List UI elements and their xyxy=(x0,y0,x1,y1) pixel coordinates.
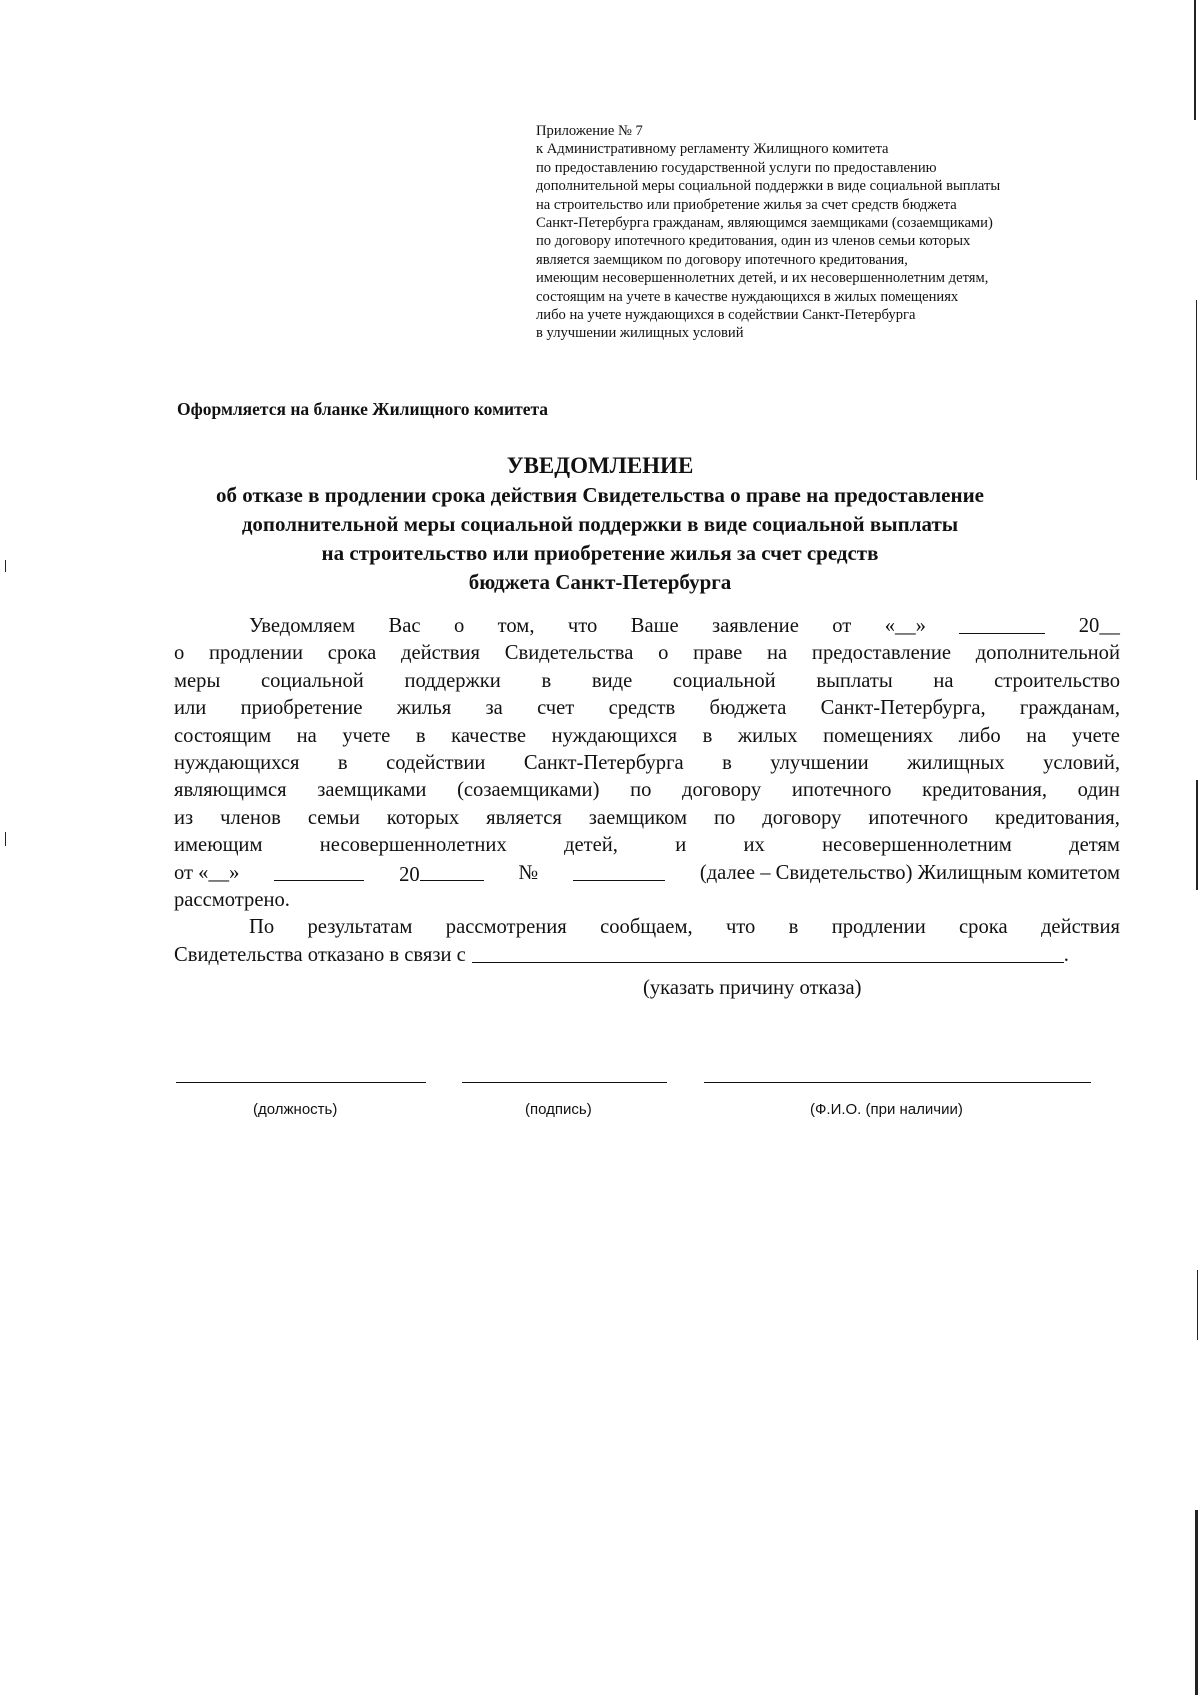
word: жилья xyxy=(396,697,452,720)
word: том, xyxy=(497,615,535,637)
scan-edge-mark xyxy=(5,560,6,572)
word: меры xyxy=(174,669,221,692)
word: семьи xyxy=(307,806,360,829)
word: заемщиками xyxy=(317,779,427,802)
appendix-line: в улучшении жилищных условий xyxy=(536,325,744,342)
appendix-line: к Административному регламенту Жилищного комитета xyxy=(536,141,889,158)
word: от xyxy=(832,615,852,637)
refusal-reason-blank xyxy=(472,942,1064,963)
body-line-4 xyxy=(174,695,1120,722)
certificate-month-blank xyxy=(274,860,364,881)
word: что xyxy=(567,615,598,637)
date-day-field: «__» xyxy=(884,615,926,637)
scan-edge-mark xyxy=(1196,780,1198,890)
word: на xyxy=(767,642,788,665)
word: условий, xyxy=(1043,751,1120,774)
word: Вас xyxy=(388,615,421,637)
certificate-year-prefix: 20 xyxy=(399,863,420,886)
word: которых xyxy=(386,806,460,829)
appendix-line: имеющим несовершеннолетних детей, и их несовершеннолетним детям, xyxy=(536,270,989,287)
word: жилищных xyxy=(907,751,1005,774)
word: один xyxy=(1077,779,1120,802)
word: (созаемщиками) xyxy=(457,779,600,802)
word: улучшении xyxy=(770,751,869,774)
word: по xyxy=(630,779,652,802)
word: о xyxy=(174,642,185,665)
appendix-line: Приложение № 7 xyxy=(536,123,643,139)
word: счет xyxy=(537,697,575,720)
word: их xyxy=(743,834,765,857)
body-line-10-rest: (далее – Свидетельство) Жилищным комитетом xyxy=(699,861,1120,884)
word: рассмотрения xyxy=(445,916,567,939)
refusal-reason-period: . xyxy=(1063,943,1069,966)
subtitle-line: дополнительной меры социальной поддержки в виде социальной выплаты xyxy=(241,512,959,536)
signature-line xyxy=(462,1082,667,1083)
word: Ваше xyxy=(630,615,679,637)
word: содействии xyxy=(386,751,486,774)
date-year-field: 20__ xyxy=(1078,615,1120,637)
appendix-line: состоящим на учете в качестве нуждающихся в жилых помещениях xyxy=(536,288,959,305)
appendix-header xyxy=(536,122,1136,343)
position-signature-line xyxy=(176,1082,426,1083)
body-line-9 xyxy=(174,832,1120,859)
word: Уведомляем xyxy=(249,615,356,637)
word: праве xyxy=(693,642,743,665)
word: детям xyxy=(1069,834,1120,857)
word: сообщаем, xyxy=(600,916,693,939)
notice-subtitle xyxy=(150,481,1050,597)
body-line-13 xyxy=(174,942,1120,969)
word: действия xyxy=(401,642,481,665)
word: результатам xyxy=(307,916,413,939)
body-line-2 xyxy=(174,640,1120,667)
word: Свидетельства xyxy=(504,642,634,665)
certificate-year-blank xyxy=(420,860,484,881)
scan-edge-mark xyxy=(1194,0,1196,120)
word: социальной xyxy=(260,669,364,692)
word: договору xyxy=(762,806,842,829)
word: на xyxy=(933,669,954,692)
word: что xyxy=(725,916,756,939)
word: заемщиком xyxy=(588,806,688,829)
word: По xyxy=(249,916,275,939)
word: членов xyxy=(220,806,281,829)
word: договору xyxy=(682,779,762,802)
word: в xyxy=(722,751,732,774)
scan-edge-mark xyxy=(1195,1510,1198,1695)
word: в xyxy=(788,916,799,939)
body-line-1 xyxy=(174,613,1120,640)
word: заявление xyxy=(712,615,799,637)
body-line-8 xyxy=(174,805,1120,832)
appendix-line: является заемщиком по договору ипотечного кредитования, xyxy=(536,251,908,268)
word: детей, xyxy=(564,834,618,857)
body-line-3 xyxy=(174,668,1120,695)
name-signature-line xyxy=(704,1082,1091,1083)
position-label: (должность) xyxy=(253,1101,338,1118)
appendix-line: дополнительной меры социальной поддержки в виде социальной выплаты xyxy=(536,178,1001,195)
word: состоящим xyxy=(174,724,272,747)
scan-edge-mark xyxy=(5,832,6,846)
appendix-line: Санкт-Петербурга гражданам, являющимся заемщиками (созаемщиками) xyxy=(536,215,993,232)
body-line-5 xyxy=(174,723,1120,750)
word: поддержки xyxy=(404,669,501,692)
word: кредитования, xyxy=(994,806,1120,829)
word: дополнительной xyxy=(975,642,1120,665)
word: Санкт-Петербурга, xyxy=(820,697,986,720)
word: учете xyxy=(342,724,391,747)
body-line-10 xyxy=(174,860,1120,887)
word: в xyxy=(541,669,552,692)
subtitle-line: на строительство или приобретение жилья за счет средств xyxy=(321,541,879,565)
reason-caption: (указать причину отказа) xyxy=(643,977,862,999)
word: гражданам, xyxy=(1019,697,1120,720)
body-line-7 xyxy=(174,777,1120,804)
word: бюджета xyxy=(709,697,787,720)
word: учете xyxy=(1071,724,1120,747)
blank-note: Оформляется на бланке Жилищного комитета xyxy=(177,399,549,419)
word: о xyxy=(658,642,669,665)
appendix-line: по предоставлению государственной услуги по предоставлению xyxy=(536,159,937,176)
word: качестве xyxy=(451,724,527,747)
certificate-number-sign: № xyxy=(518,861,539,884)
certificate-number-blank xyxy=(573,860,665,881)
name-label: (Ф.И.О. (при наличии) xyxy=(810,1101,963,1118)
word: из xyxy=(174,806,194,829)
appendix-line: на строительство или приобретение жилья за счет средств бюджета xyxy=(536,196,957,213)
word: имеющим xyxy=(174,834,263,857)
word: Санкт-Петербурга xyxy=(523,751,684,774)
word: на xyxy=(1026,724,1047,747)
word: за xyxy=(485,697,503,720)
refusal-reason-label: Свидетельства отказано в связи с xyxy=(174,943,466,966)
word: ипотечного xyxy=(868,806,968,829)
body-line-6 xyxy=(174,750,1120,777)
word: социальной xyxy=(672,669,776,692)
subtitle-line: бюджета Санкт-Петербурга xyxy=(468,570,732,594)
body-line-12 xyxy=(174,914,1120,941)
word: в xyxy=(702,724,713,747)
word: помещениях xyxy=(823,724,934,747)
scan-edge-mark xyxy=(1197,1270,1198,1340)
body-line-11 xyxy=(174,887,1120,914)
word: в xyxy=(415,724,426,747)
scan-edge-mark xyxy=(1196,300,1197,480)
word: несовершеннолетних xyxy=(319,834,507,857)
word: виде xyxy=(591,669,633,692)
word: либо xyxy=(958,724,1001,747)
body-line-11-text: рассмотрено. xyxy=(174,888,290,911)
notice-title-block xyxy=(150,451,1050,597)
word: строительство xyxy=(994,669,1120,692)
word: нуждающихся xyxy=(551,724,678,747)
appendix-line: по договору ипотечного кредитования, один из членов семьи которых xyxy=(536,233,971,250)
word: продлении xyxy=(209,642,303,665)
word: на xyxy=(296,724,317,747)
word: срока xyxy=(959,916,1008,939)
word: ипотечного xyxy=(791,779,892,802)
word: о xyxy=(453,615,465,637)
word: действия xyxy=(1040,916,1120,939)
word: средств xyxy=(608,697,676,720)
word: нуждающихся xyxy=(174,751,300,774)
signature-label: (подпись) xyxy=(525,1101,592,1118)
word: выплаты xyxy=(816,669,893,692)
word: является xyxy=(486,806,562,829)
word: предоставление xyxy=(811,642,951,665)
notice-body xyxy=(174,613,1120,969)
word: являющимся xyxy=(174,779,287,802)
word: по xyxy=(713,806,736,829)
subtitle-line: об отказе в продлении срока действия Свидетельства о праве на предоставление xyxy=(216,483,984,507)
word: продлении xyxy=(831,916,926,939)
notice-title: УВЕДОМЛЕНИЕ xyxy=(506,453,694,478)
word: приобретение xyxy=(240,697,363,720)
word: или xyxy=(174,697,207,720)
word: и xyxy=(675,834,687,857)
certificate-date-day: от «__» xyxy=(174,861,240,884)
word: кредитования, xyxy=(922,779,1048,802)
appendix-line: либо на учете нуждающихся в содействии Санкт-Петербурга xyxy=(536,307,916,324)
date-month-blank xyxy=(959,613,1045,634)
word: несовершеннолетним xyxy=(822,834,1012,857)
certificate-year-group xyxy=(399,860,484,887)
word: в xyxy=(337,751,348,774)
word: срока xyxy=(327,642,377,665)
word: жилых xyxy=(737,724,798,747)
